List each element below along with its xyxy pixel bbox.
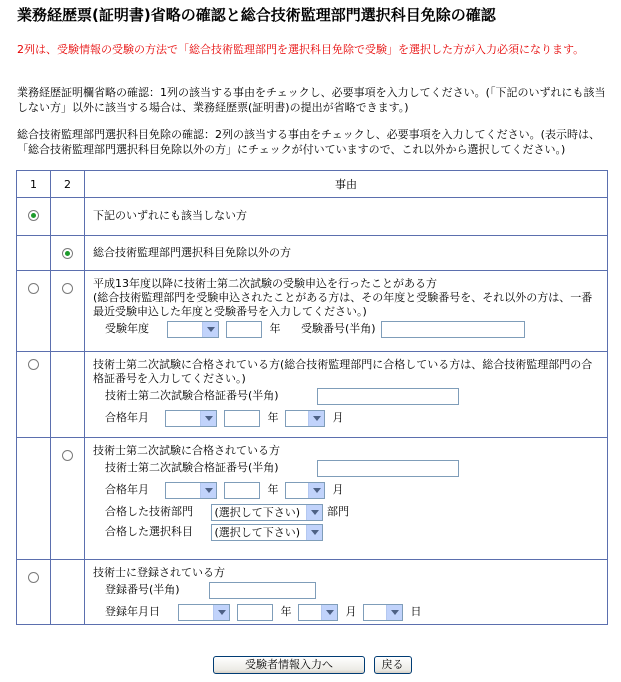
- pass-year-unit: 年: [267, 411, 279, 424]
- chevron-down-icon: [213, 605, 229, 620]
- radio-col1-passed-gen[interactable]: [28, 359, 39, 370]
- reg-month-unit: 月: [345, 605, 357, 618]
- radio-col2-passed[interactable]: [62, 450, 73, 461]
- pass-month-select[interactable]: [285, 410, 325, 427]
- radio-col1-registered[interactable]: [28, 572, 39, 583]
- chevron-down-icon: [306, 525, 322, 540]
- dept-select-value: (選択して下さい): [214, 505, 301, 519]
- pass-month-select-2[interactable]: [285, 482, 325, 499]
- reg-number-label: 登録番号(半角): [105, 583, 180, 596]
- dept-label: 合格した技術部門: [105, 505, 193, 518]
- cert-number-label-2: 技術士第二次試験合格証番号(半角): [105, 461, 279, 474]
- header-reason: 事由: [85, 171, 608, 198]
- table-row: [17, 236, 608, 271]
- chevron-down-icon: [321, 605, 337, 620]
- chevron-down-icon: [308, 411, 324, 426]
- back-button[interactable]: 戻る: [374, 656, 412, 674]
- pass-era-select-2[interactable]: [165, 482, 217, 499]
- pass-month-unit-2: 月: [332, 483, 344, 496]
- reg-month-select[interactable]: [298, 604, 338, 621]
- cert-number-input[interactable]: [317, 388, 459, 405]
- table-row: [17, 198, 608, 236]
- reg-era-select[interactable]: [178, 604, 230, 621]
- pass-era-select[interactable]: [165, 410, 217, 427]
- subject-select-value: (選択して下さい): [214, 525, 301, 539]
- table-row: [17, 560, 608, 625]
- pass-ym-label-2: 合格年月: [105, 483, 149, 496]
- radio-col2-not-exempt[interactable]: [62, 248, 73, 259]
- reason-none-label: 下記のいずれにも該当しない方: [93, 209, 247, 222]
- radio-col2-applied[interactable]: [62, 283, 73, 294]
- reg-date-label: 登録年月日: [105, 605, 160, 618]
- chevron-down-icon: [306, 505, 322, 520]
- exam-year-label: 受験年度: [105, 322, 149, 335]
- reason-not-exempt-label: 総合技術監理部門選択科目免除以外の方: [93, 246, 291, 259]
- radio-col1-none[interactable]: [28, 210, 39, 221]
- pass-year-input[interactable]: [224, 410, 260, 427]
- table-row: [17, 352, 608, 438]
- next-applicant-info-button[interactable]: 受験者情報入力へ: [213, 656, 365, 674]
- chevron-down-icon: [202, 322, 218, 337]
- chevron-down-icon: [386, 605, 402, 620]
- exam-era-select[interactable]: [167, 321, 219, 338]
- reason-passed-label: 技術士第二次試験に合格されている方: [93, 444, 280, 457]
- instruction-col1: 業務経歴証明欄省略の確認：1列の該当する事由をチェックし、必要事項を入力してください。(「下記のいずれにも該当しない方」以外に該当する場合は、業務経歴票(証明書)の提出が省略できます。): [17, 86, 606, 114]
- table-header-row: [17, 171, 608, 198]
- cert-number-label: 技術士第二次試験合格証番号(半角): [105, 389, 279, 402]
- reg-year-input[interactable]: [237, 604, 273, 621]
- instruction-col2: 総合技術監理部門選択科目免除の確認：2列の該当する事由をチェックし、必要事項を入力してください。(表示時は、「総合技術監理部門選択科目免除以外の方」にチェックが付いていますので、これ以外から選択してください。): [17, 128, 600, 156]
- reason-registered-label: 技術士に登録されている方: [93, 566, 225, 579]
- subject-label: 合格した選択科目: [105, 525, 193, 538]
- radio-col1-applied[interactable]: [28, 283, 39, 294]
- exam-number-input[interactable]: [381, 321, 525, 338]
- table-row: [17, 438, 608, 560]
- reg-day-unit: 日: [410, 605, 422, 618]
- cert-number-input-2[interactable]: [317, 460, 459, 477]
- chevron-down-icon: [308, 483, 324, 498]
- exam-number-label: 受験番号(半角): [301, 322, 376, 335]
- exam-year-input[interactable]: [226, 321, 262, 338]
- pass-month-unit: 月: [332, 411, 344, 424]
- reg-number-input[interactable]: [209, 582, 316, 599]
- button-bar: [213, 656, 412, 674]
- table-row: [17, 271, 608, 352]
- subject-select[interactable]: [211, 524, 323, 541]
- pass-ym-label: 合格年月: [105, 411, 149, 424]
- exam-year-unit: 年: [269, 322, 281, 335]
- header-col2: 2: [51, 171, 85, 198]
- required-notice: 2列は、受験情報の受験の方法で「総合技術監理部門を選択科目免除で受験」を選択した方が入力必須になります。: [17, 43, 585, 56]
- reason-table: [16, 170, 608, 625]
- page-title: 業務経歴票(証明書)省略の確認と総合技術監理部門選択科目免除の確認: [17, 6, 496, 24]
- pass-year-input-2[interactable]: [224, 482, 260, 499]
- reg-day-select[interactable]: [363, 604, 403, 621]
- dept-unit: 部門: [327, 505, 349, 518]
- header-col1: 1: [17, 171, 51, 198]
- dept-select[interactable]: [211, 504, 323, 521]
- chevron-down-icon: [200, 483, 216, 498]
- reason-applied-label: 平成13年度以降に技術士第二次試験の受験申込を行ったことがある方: [93, 277, 437, 290]
- chevron-down-icon: [200, 411, 216, 426]
- reason-applied-note: (総合技術監理部門を受験申込されたことがある方は、その年度と受験番号を、それ以外の方は、一番最近受験申込した年度と受験番号を入力してください。): [93, 291, 593, 318]
- reg-year-unit: 年: [280, 605, 292, 618]
- pass-year-unit-2: 年: [267, 483, 279, 496]
- reason-passed-gen-label: 技術士第二次試験に合格されている方(総合技術監理部門に合格している方は、総合技術監理部門の合格証番号を入力してください。): [93, 358, 593, 385]
